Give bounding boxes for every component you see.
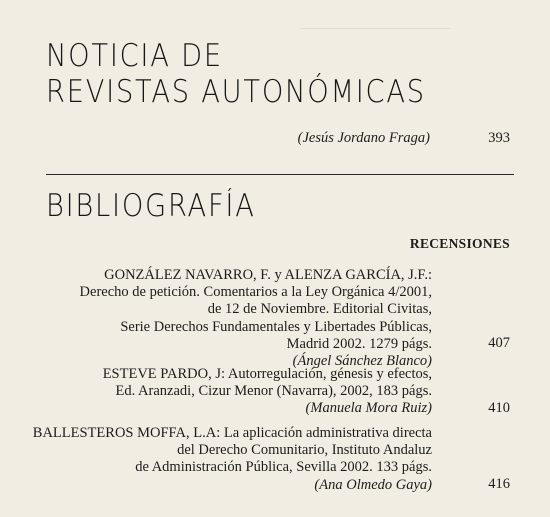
entry-line: del Derecho Comunitario, Instituto Andaluz xyxy=(177,442,432,459)
entry-reviewer: (Ángel Sánchez Blanco) xyxy=(292,353,432,370)
page-number-407: 407 xyxy=(488,335,510,351)
page-number-393: 393 xyxy=(488,130,510,146)
entry-line: ESTEVE PARDO, J: Autorregulación, génesis y efectos, xyxy=(102,366,432,382)
author-credit xyxy=(298,130,430,147)
entry-line: Ed. Aranzadi, Cizur Menor (Navarra), 2002, 183 págs. xyxy=(115,383,432,400)
page-number-410: 410 xyxy=(488,400,510,416)
section-title-line2: REVISTAS AUTONÓMICAS xyxy=(46,74,426,110)
section-title-bibliografia: BIBLIOGRAFÍA xyxy=(46,188,256,224)
entry-line: Serie Derechos Fundamentales y Libertades Públicas, xyxy=(120,318,432,335)
review-entry xyxy=(103,366,432,418)
entry-line: de 12 de Noviembre. Editorial Civitas, xyxy=(207,301,432,318)
section-title-revistas xyxy=(46,38,426,110)
entry-reviewer: (Ana Olmedo Gaya) xyxy=(314,476,432,493)
subhead-recensiones: RECENSIONES xyxy=(409,236,510,251)
page-number-416: 416 xyxy=(488,476,510,492)
entry-line: BALLESTEROS MOFFA, L.A: La aplicación administrativa directa xyxy=(32,425,432,441)
entry-line: GONZÁLEZ NAVARRO, F. y ALENZA GARCÍA, J.F.: xyxy=(104,267,432,283)
review-entry xyxy=(33,425,432,494)
author-name: (Jesús Jordano Fraga) xyxy=(297,130,430,146)
section-divider xyxy=(46,174,514,175)
entry-line: Derecho de petición. Comentarios a la Ley Orgánica 4/2001, xyxy=(79,284,432,301)
entry-line: de Administración Pública, Sevilla 2002. 133 págs. xyxy=(135,459,432,476)
entry-reviewer: (Manuela Mora Ruiz) xyxy=(305,400,432,417)
section-title-line1: NOTICIA DE xyxy=(46,38,223,74)
entry-line: Madrid 2002. 1279 págs. xyxy=(286,335,432,352)
review-entry xyxy=(80,267,432,370)
